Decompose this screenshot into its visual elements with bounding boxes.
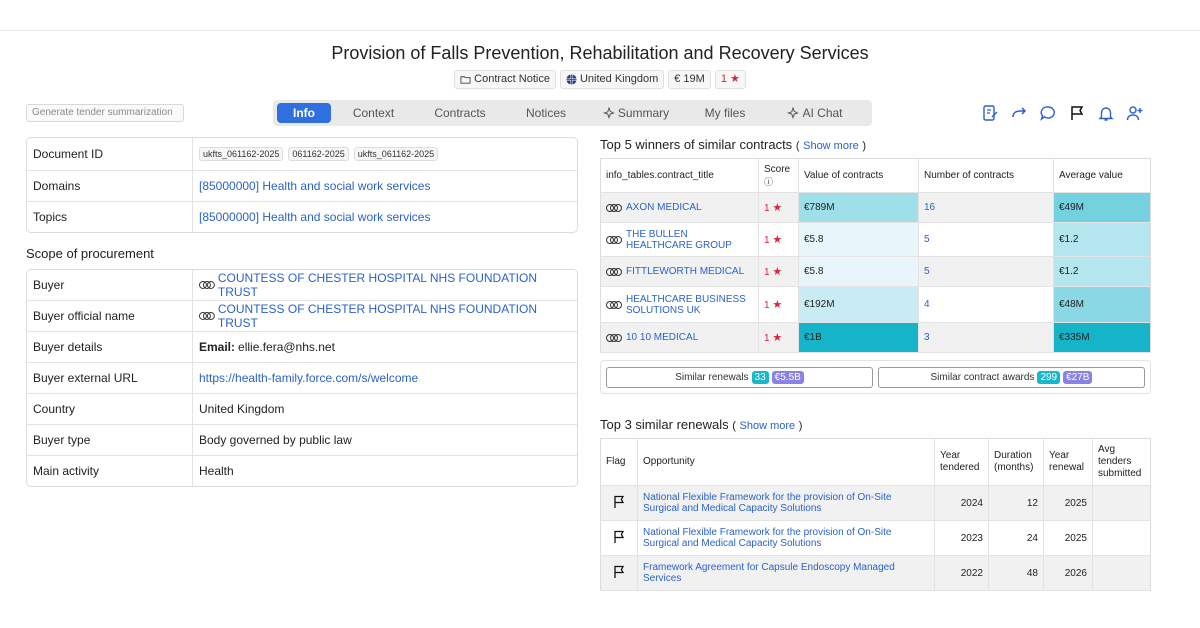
flag-icon[interactable] — [1067, 103, 1087, 123]
uk-flag-icon — [566, 74, 577, 85]
row-domains: Domains [85000000] Health and social work services — [27, 171, 577, 202]
winner-name-link[interactable]: 10 10 MEDICAL — [606, 332, 753, 343]
add-user-icon[interactable] — [1125, 103, 1145, 123]
value-cell: €5.8 — [799, 257, 919, 287]
table-row: FITTLEWORTH MEDICAL 1 ★ €5.8 5 €1.2 — [601, 257, 1151, 287]
doc-id-chip: ukfts_061162-2025 — [199, 147, 283, 161]
buyer-link[interactable]: COUNTESS OF CHESTER HOSPITAL NHS FOUNDATION TRUST — [217, 271, 537, 299]
star-icon: ★ — [772, 266, 783, 278]
avg-cell: €49M — [1054, 193, 1151, 223]
info-icon: ⓘ — [764, 176, 774, 187]
star-icon: ★ — [772, 332, 783, 344]
star-icon: ★ — [772, 234, 783, 246]
share-arrow-icon[interactable] — [1009, 103, 1029, 123]
row-buyer-url: Buyer external URL https://health-family.force.com/s/welcome — [27, 363, 577, 394]
badge-country: United Kingdom — [560, 70, 664, 89]
value-cell: €789M — [799, 193, 919, 223]
tab-info[interactable]: Info — [277, 103, 331, 123]
similar-awards-button[interactable]: Similar contract awards 299 €27B — [878, 367, 1145, 388]
avg-cell: €1.2 — [1054, 257, 1151, 287]
scope-table — [26, 269, 578, 487]
row-buyer: Buyer COUNTESS OF CHESTER HOSPITAL NHS FOUNDATION TRUST — [27, 270, 577, 301]
organization-icon — [606, 333, 622, 343]
value-cell: €5.8 — [799, 223, 919, 257]
buyer-email: ellie.fera@nhs.net — [238, 340, 335, 354]
badge-notice-type: Contract Notice — [454, 70, 556, 89]
action-icons — [980, 103, 1145, 123]
organization-icon — [606, 203, 622, 213]
contracts-count-link[interactable]: 5 — [924, 266, 930, 277]
tab-summary[interactable]: Summary — [588, 103, 684, 123]
table-row: HEALTHCARE BUSINESS SOLUTIONS UK 1 ★ €192M 4 €48M — [601, 287, 1151, 323]
row-buyer-type: Buyer type Body governed by public law — [27, 425, 577, 456]
row-country: Country United Kingdom — [27, 394, 577, 425]
tab-notices[interactable]: Notices — [525, 106, 566, 120]
doc-id-chip: ukfts_061162-2025 — [354, 147, 438, 161]
renewals-show-more-link[interactable]: Show more — [739, 420, 796, 432]
sparkle-icon — [787, 107, 799, 119]
badge-value: € 19M — [668, 70, 711, 89]
header-badges — [0, 70, 1200, 89]
tab-my-files[interactable]: My files — [704, 106, 746, 120]
winners-show-more-link[interactable]: Show more — [803, 140, 859, 152]
table-row: AXON MEDICAL 1 ★ €789M 16 €49M — [601, 193, 1151, 223]
page-title: Provision of Falls Prevention, Rehabilitation and Recovery Services — [331, 43, 869, 63]
badge-score: 1 ★ — [715, 70, 746, 89]
document-info-table — [26, 137, 578, 233]
similar-renewals-button[interactable]: Similar renewals 33 €5.5B — [606, 367, 873, 388]
avg-cell: €48M — [1054, 287, 1151, 323]
organization-icon — [606, 267, 622, 277]
buyer-url-link[interactable]: https://health-family.force.com/s/welcome — [199, 371, 419, 385]
organization-icon — [199, 280, 215, 290]
winners-table — [600, 158, 1151, 353]
winner-name-link[interactable]: AXON MEDICAL — [606, 202, 753, 213]
opportunity-link[interactable]: Framework Agreement for Capsule Endoscopy Managed Services — [643, 562, 895, 584]
winners-heading: Top 5 winners of similar contracts ( Show more ) — [600, 137, 867, 152]
tab-contracts[interactable]: Contracts — [434, 106, 486, 120]
renewals-heading: Top 3 similar renewals ( Show more ) — [600, 417, 803, 432]
generate-summary-button[interactable]: Generate tender summarization — [26, 104, 184, 122]
tab-bar — [273, 100, 872, 126]
flag-icon[interactable] — [613, 565, 625, 579]
value-cell: €1B — [799, 323, 919, 353]
row-main-activity: Main activity Health — [27, 456, 577, 486]
edit-note-icon[interactable] — [980, 103, 1000, 123]
renewals-table — [600, 438, 1151, 591]
domain-link[interactable]: [85000000] Health and social work services — [199, 179, 431, 193]
row-topics: Topics [85000000] Health and social work services — [27, 202, 577, 232]
avg-cell: €335M — [1054, 323, 1151, 353]
opportunity-link[interactable]: National Flexible Framework for the provision of On-Site Surgical and Medical Capacity Solutions — [643, 527, 892, 549]
scope-heading: Scope of procurement — [26, 246, 154, 261]
contracts-count-link[interactable]: 16 — [924, 202, 936, 213]
table-row: National Flexible Framework for the provision of On-Site Surgical and Medical Capacity Solutions 2023 24 2025 — [601, 521, 1151, 556]
avg-cell: €1.2 — [1054, 223, 1151, 257]
top-divider — [0, 30, 1200, 31]
star-icon: ★ — [729, 73, 740, 85]
table-header-row: info_tables.contract_title Score ⓘ Value of contracts Number of contracts Average value — [601, 159, 1151, 193]
buyer-official-link[interactable]: COUNTESS OF CHESTER HOSPITAL NHS FOUNDATION TRUST — [217, 302, 537, 330]
contracts-count-link[interactable]: 4 — [924, 299, 930, 310]
sparkle-icon — [603, 107, 615, 119]
table-row: THE BULLEN HEALTHCARE GROUP 1 ★ €5.8 5 €1.2 — [601, 223, 1151, 257]
folder-icon — [460, 74, 471, 85]
organization-icon — [606, 235, 622, 245]
flag-icon[interactable] — [613, 495, 625, 509]
contracts-count-link[interactable]: 5 — [924, 234, 930, 245]
organization-icon — [606, 300, 622, 310]
row-document-id: Document ID ukfts_061162-2025 061162-2025 ukfts_061162-2025 — [27, 138, 577, 171]
bell-icon[interactable] — [1096, 103, 1116, 123]
table-header-row: Flag Opportunity Year tendered Duration (months) Year renewal Avg tenders submitted — [601, 439, 1151, 486]
organization-icon — [199, 311, 215, 321]
row-buyer-details: Buyer details Email: ellie.fera@nhs.net — [27, 332, 577, 363]
tab-context[interactable]: Context — [352, 106, 395, 120]
opportunity-link[interactable]: National Flexible Framework for the provision of On-Site Surgical and Medical Capacity Solutions — [643, 492, 892, 514]
contracts-count-link[interactable]: 3 — [924, 332, 930, 343]
doc-id-chip: 061162-2025 — [288, 147, 348, 161]
winner-name-link[interactable]: FITTLEWORTH MEDICAL — [606, 266, 753, 277]
row-buyer-official-name: Buyer official name COUNTESS OF CHESTER HOSPITAL NHS FOUNDATION TRUST — [27, 301, 577, 332]
winner-name-link[interactable]: THE BULLEN HEALTHCARE GROUP — [606, 229, 753, 251]
star-icon: ★ — [772, 202, 783, 214]
star-icon: ★ — [772, 299, 783, 311]
tab-ai-chat[interactable]: AI Chat — [766, 103, 864, 123]
table-row: National Flexible Framework for the provision of On-Site Surgical and Medical Capacity Solutions 2024 12 2025 — [601, 486, 1151, 521]
flag-icon[interactable] — [613, 530, 625, 544]
topic-link[interactable]: [85000000] Health and social work services — [199, 210, 431, 224]
table-row: Framework Agreement for Capsule Endoscopy Managed Services 2022 48 2026 — [601, 556, 1151, 591]
table-row: 10 10 MEDICAL 1 ★ €1B 3 €335M — [601, 323, 1151, 353]
comment-icon[interactable] — [1038, 103, 1058, 123]
value-cell: €192M — [799, 287, 919, 323]
winner-name-link[interactable]: HEALTHCARE BUSINESS SOLUTIONS UK — [606, 294, 753, 316]
